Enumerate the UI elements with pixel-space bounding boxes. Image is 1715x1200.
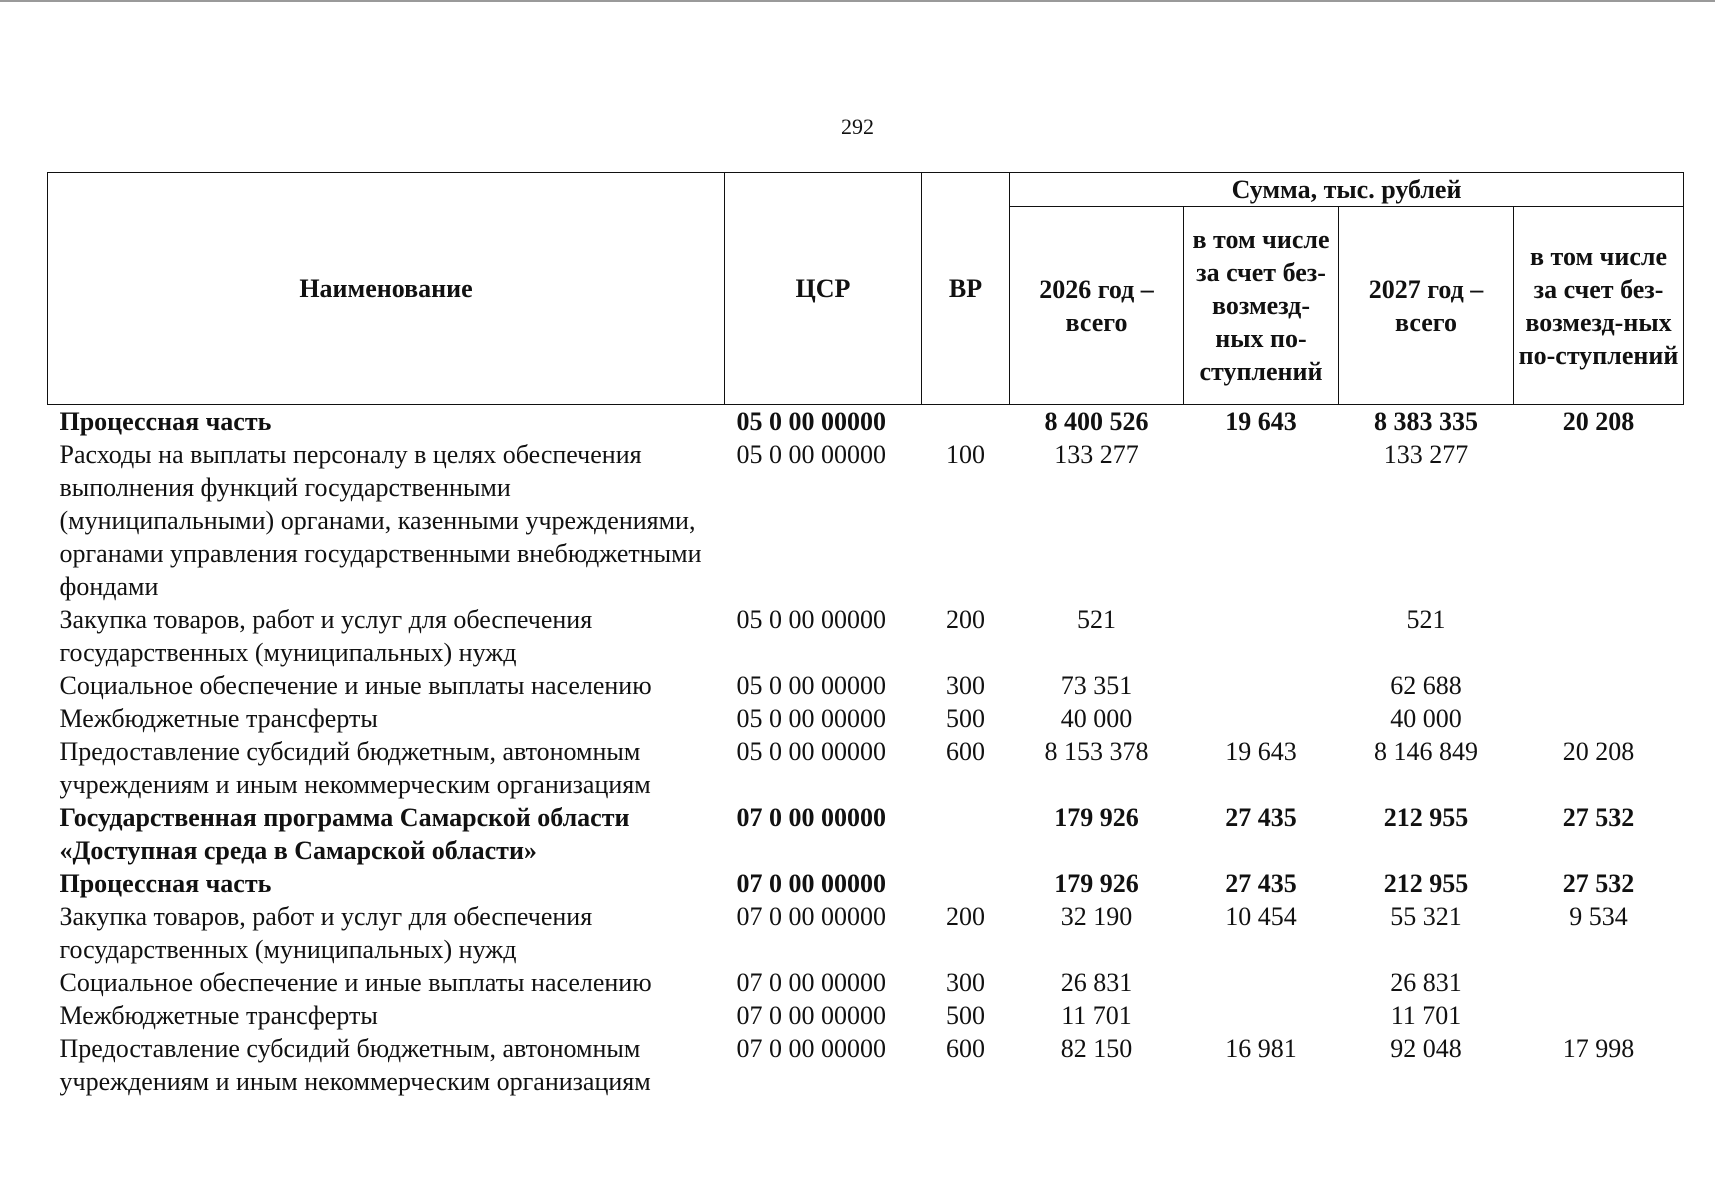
row-2026-free xyxy=(1184,999,1339,1032)
header-vr: ВР xyxy=(922,173,1010,405)
table-row xyxy=(48,999,1684,1032)
row-2027-total: 40 000 xyxy=(1390,704,1462,733)
row-2026-total: 32 190 xyxy=(1060,902,1133,931)
row-name: Государственная программа Самарской области «Доступная среда в Самарской области» xyxy=(59,803,630,865)
row-2026-total: 8 153 378 xyxy=(1044,737,1149,766)
row-vr: 200 xyxy=(946,605,985,634)
row-2026-free xyxy=(1184,702,1339,735)
row-2026-total: 11 701 xyxy=(1061,1001,1132,1030)
row-2027-total: 212 955 xyxy=(1383,869,1469,898)
row-2026-free xyxy=(1184,966,1339,999)
table-row xyxy=(48,735,1684,801)
row-2026-free xyxy=(1184,669,1339,702)
row-2027-free: 27 532 xyxy=(1562,803,1635,832)
table-row xyxy=(48,900,1684,966)
row-2026-free xyxy=(1184,438,1339,603)
row-2027-free: 20 208 xyxy=(1562,407,1635,436)
row-vr: 500 xyxy=(946,704,985,733)
header-2027-total: 2027 год – всего xyxy=(1339,207,1514,405)
header-2026-free: в том числе за счет без-возмезд-ных по-ступлений xyxy=(1184,207,1339,405)
row-2027-free xyxy=(1514,999,1684,1032)
row-2026-free: 19 643 xyxy=(1225,407,1297,436)
row-2026-total: 26 831 xyxy=(1060,968,1133,997)
row-name: Расходы на выплаты персоналу в целях обеспечения выполнения функций государственными (муниципальными) органами, казенными учреждениями, органами управления государственными внебюджетными фондами xyxy=(59,440,702,601)
row-vr: 300 xyxy=(946,968,985,997)
row-vr xyxy=(922,867,1010,900)
row-2027-total: 133 277 xyxy=(1383,440,1469,469)
page-number: 292 xyxy=(841,114,874,139)
row-2027-total: 26 831 xyxy=(1390,968,1462,997)
row-2027-free xyxy=(1514,603,1684,669)
row-vr: 600 xyxy=(946,737,985,766)
row-csr: 05 0 00 00000 xyxy=(736,737,886,766)
row-csr: 07 0 00 00000 xyxy=(736,869,886,898)
row-2027-total: 55 321 xyxy=(1390,902,1462,931)
header-2026-total: 2026 год – всего xyxy=(1010,207,1184,405)
row-name: Межбюджетные трансферты xyxy=(59,1001,378,1030)
row-2027-free xyxy=(1514,669,1684,702)
row-2026-total: 179 926 xyxy=(1054,803,1139,832)
table-row xyxy=(48,1032,1684,1098)
row-csr: 05 0 00 00000 xyxy=(736,671,886,700)
row-2027-free xyxy=(1514,438,1684,603)
row-vr: 600 xyxy=(946,1034,985,1063)
row-2026-total: 133 277 xyxy=(1054,440,1139,469)
row-csr: 07 0 00 00000 xyxy=(736,803,886,832)
row-2027-total: 62 688 xyxy=(1390,671,1462,700)
header-csr: ЦСР xyxy=(725,173,922,405)
table-row xyxy=(48,405,1684,439)
row-csr: 05 0 00 00000 xyxy=(736,407,886,436)
row-name: Процессная часть xyxy=(59,407,272,436)
row-2026-free: 16 981 xyxy=(1225,1034,1297,1063)
row-2027-total: 212 955 xyxy=(1383,803,1469,832)
row-2026-total: 179 926 xyxy=(1054,869,1139,898)
row-name: Предоставление субсидий бюджетным, автономным учреждениям и иным некоммерческим организациям xyxy=(59,1034,651,1096)
row-vr: 500 xyxy=(946,1001,985,1030)
row-csr: 07 0 00 00000 xyxy=(736,1001,886,1030)
row-name: Социальное обеспечение и иные выплаты населению xyxy=(59,968,652,997)
row-name: Процессная часть xyxy=(59,869,272,898)
row-2026-total: 82 150 xyxy=(1060,1034,1133,1063)
row-2026-free: 10 454 xyxy=(1225,902,1297,931)
row-csr: 05 0 00 00000 xyxy=(736,440,886,469)
row-csr: 05 0 00 00000 xyxy=(736,704,886,733)
row-2027-total: 521 xyxy=(1406,605,1446,634)
row-2026-free: 27 435 xyxy=(1225,803,1297,832)
row-csr: 07 0 00 00000 xyxy=(736,1034,886,1063)
row-2027-free: 20 208 xyxy=(1562,737,1635,766)
header-name: Наименование xyxy=(48,173,725,405)
row-2026-total: 8 400 526 xyxy=(1044,407,1149,436)
row-name: Предоставление субсидий бюджетным, автономным учреждениям и иным некоммерческим организациям xyxy=(59,737,651,799)
row-vr: 300 xyxy=(946,671,985,700)
row-2027-free xyxy=(1514,966,1684,999)
row-2026-total: 521 xyxy=(1077,605,1116,634)
row-2027-free xyxy=(1514,702,1684,735)
row-2027-total: 8 146 849 xyxy=(1374,737,1478,766)
table-row xyxy=(48,801,1684,867)
row-2027-total: 92 048 xyxy=(1390,1034,1462,1063)
table-header xyxy=(48,173,1684,405)
row-2026-total: 73 351 xyxy=(1060,671,1133,700)
table-body xyxy=(48,405,1684,1099)
table-row xyxy=(48,867,1684,900)
row-vr xyxy=(922,801,1010,867)
table-row xyxy=(48,702,1684,735)
header-2027-free: в том числе за счет без-возмезд-ных по-ступлений xyxy=(1514,207,1684,405)
row-csr: 07 0 00 00000 xyxy=(736,968,886,997)
row-2026-free: 27 435 xyxy=(1225,869,1297,898)
row-csr: 07 0 00 00000 xyxy=(736,902,886,931)
budget-table xyxy=(47,172,1684,1098)
row-2027-free: 27 532 xyxy=(1562,869,1635,898)
table-row xyxy=(48,438,1684,603)
page-top-border xyxy=(0,0,1715,2)
table-row xyxy=(48,966,1684,999)
row-2026-total: 40 000 xyxy=(1060,704,1133,733)
row-csr: 05 0 00 00000 xyxy=(736,605,886,634)
row-name: Закупка товаров, работ и услуг для обеспечения государственных (муниципальных) нужд xyxy=(59,605,593,667)
row-2026-free: 19 643 xyxy=(1225,737,1297,766)
row-2027-total: 8 383 335 xyxy=(1374,407,1478,436)
row-name: Межбюджетные трансферты xyxy=(59,704,378,733)
row-2027-total: 11 701 xyxy=(1390,1001,1462,1030)
row-vr xyxy=(922,405,1010,439)
header-amount-group: Сумма, тыс. рублей xyxy=(1010,173,1684,207)
row-name: Закупка товаров, работ и услуг для обеспечения государственных (муниципальных) нужд xyxy=(59,902,593,964)
table-row xyxy=(48,669,1684,702)
row-vr: 100 xyxy=(946,440,985,469)
table-row xyxy=(48,603,1684,669)
row-2027-free: 9 534 xyxy=(1569,902,1628,931)
row-2026-free xyxy=(1184,603,1339,669)
row-name: Социальное обеспечение и иные выплаты населению xyxy=(59,671,652,700)
row-vr: 200 xyxy=(946,902,985,931)
row-2027-free: 17 998 xyxy=(1562,1034,1635,1063)
